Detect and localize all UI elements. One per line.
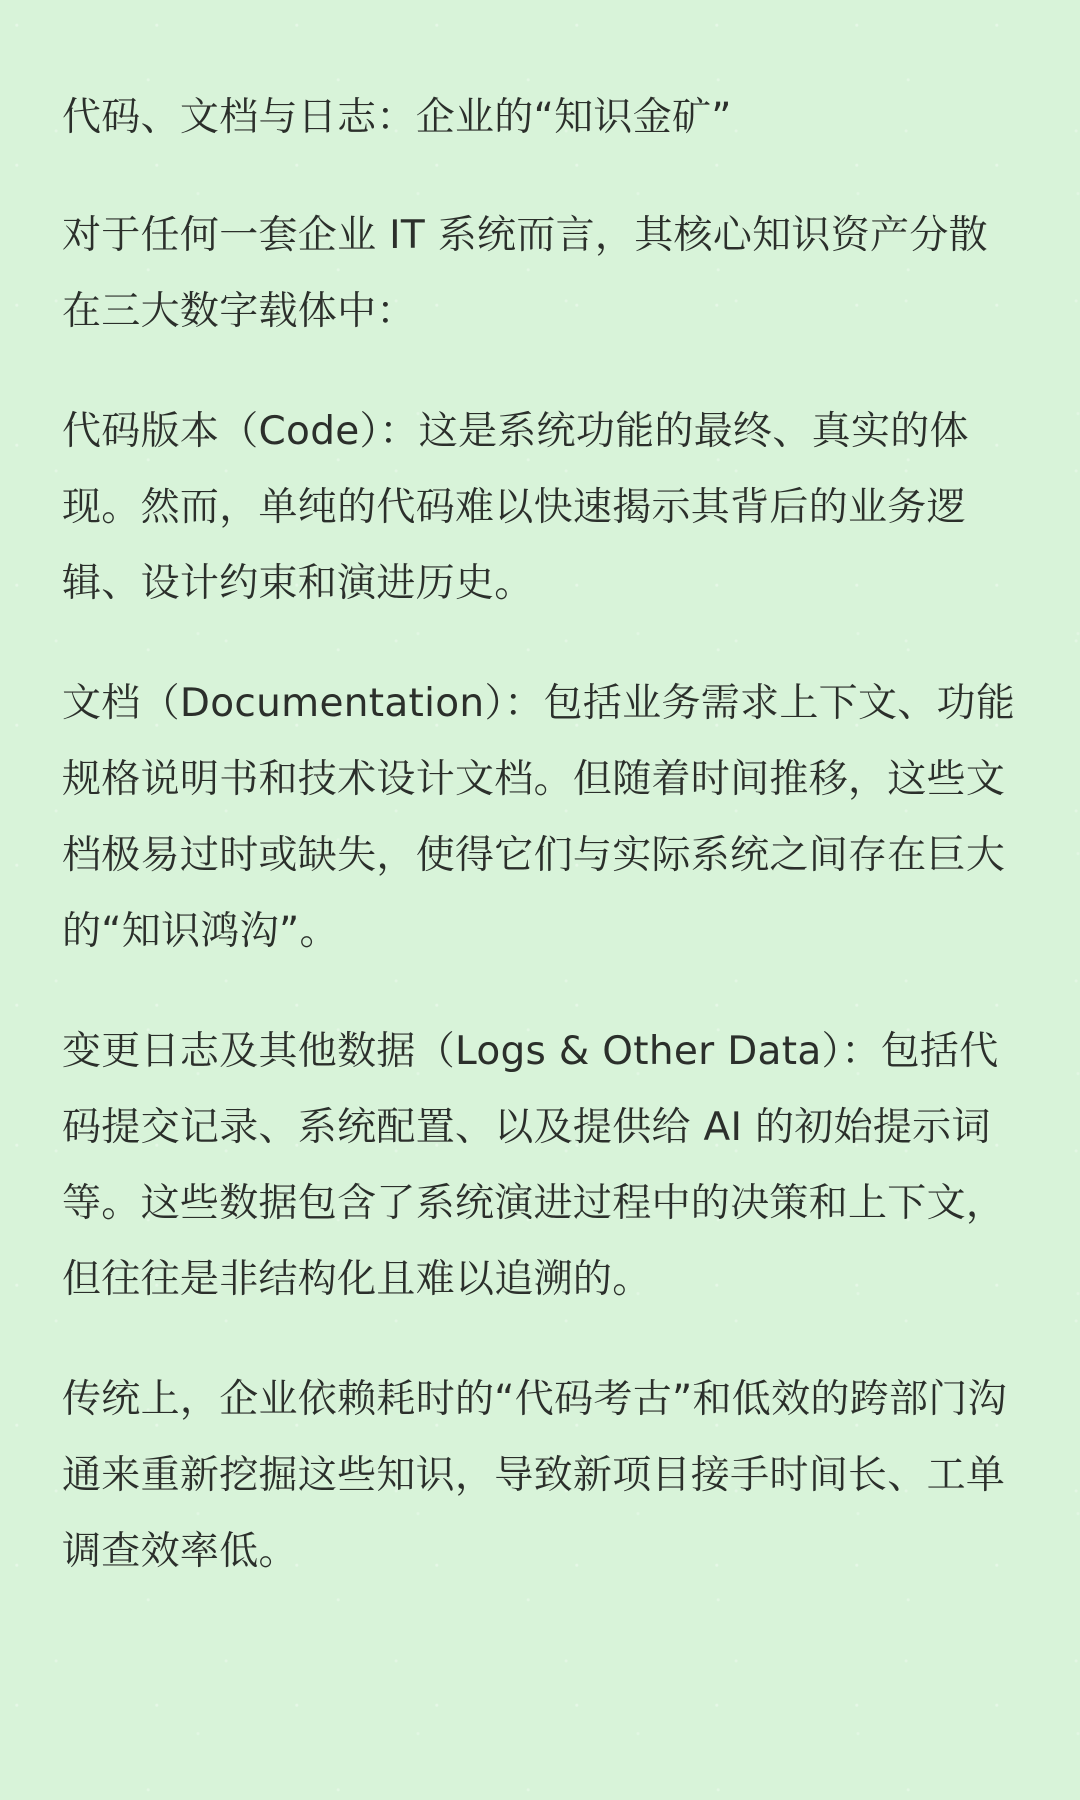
paragraph-documentation: 文档（Documentation）：包括业务需求上下文、功能规格说明书和技术设计文档。但随着时间推移，这些文档极易过时或缺失，使得它们与实际系统之间存在巨大的“知识鸿沟”。	[62, 681, 1016, 954]
paragraph-intro: 对于任何一套企业 IT 系统而言，其核心知识资产分散在三大数字载体中：	[62, 213, 988, 334]
paragraph-traditional: 传统上，企业依赖耗时的“代码考古”和低效的跨部门沟通来重新挖掘这些知识，导致新项目接手时间长、工单调查效率低。	[62, 1377, 1007, 1574]
paragraph-logs: 变更日志及其他数据（Logs & Other Data）：包括代码提交记录、系统配置、以及提供给 AI 的初始提示词等。这些数据包含了系统演进过程中的决策和上下文，但往往是非结构化且难以追溯的。	[62, 1029, 1006, 1302]
document-title: 代码、文档与日志：企业的“知识金矿”	[62, 95, 732, 140]
paragraph-code: 代码版本（Code）：这是系统功能的最终、真实的体现。然而，单纯的代码难以快速揭示其背后的业务逻辑、设计约束和演进历史。	[62, 409, 969, 606]
